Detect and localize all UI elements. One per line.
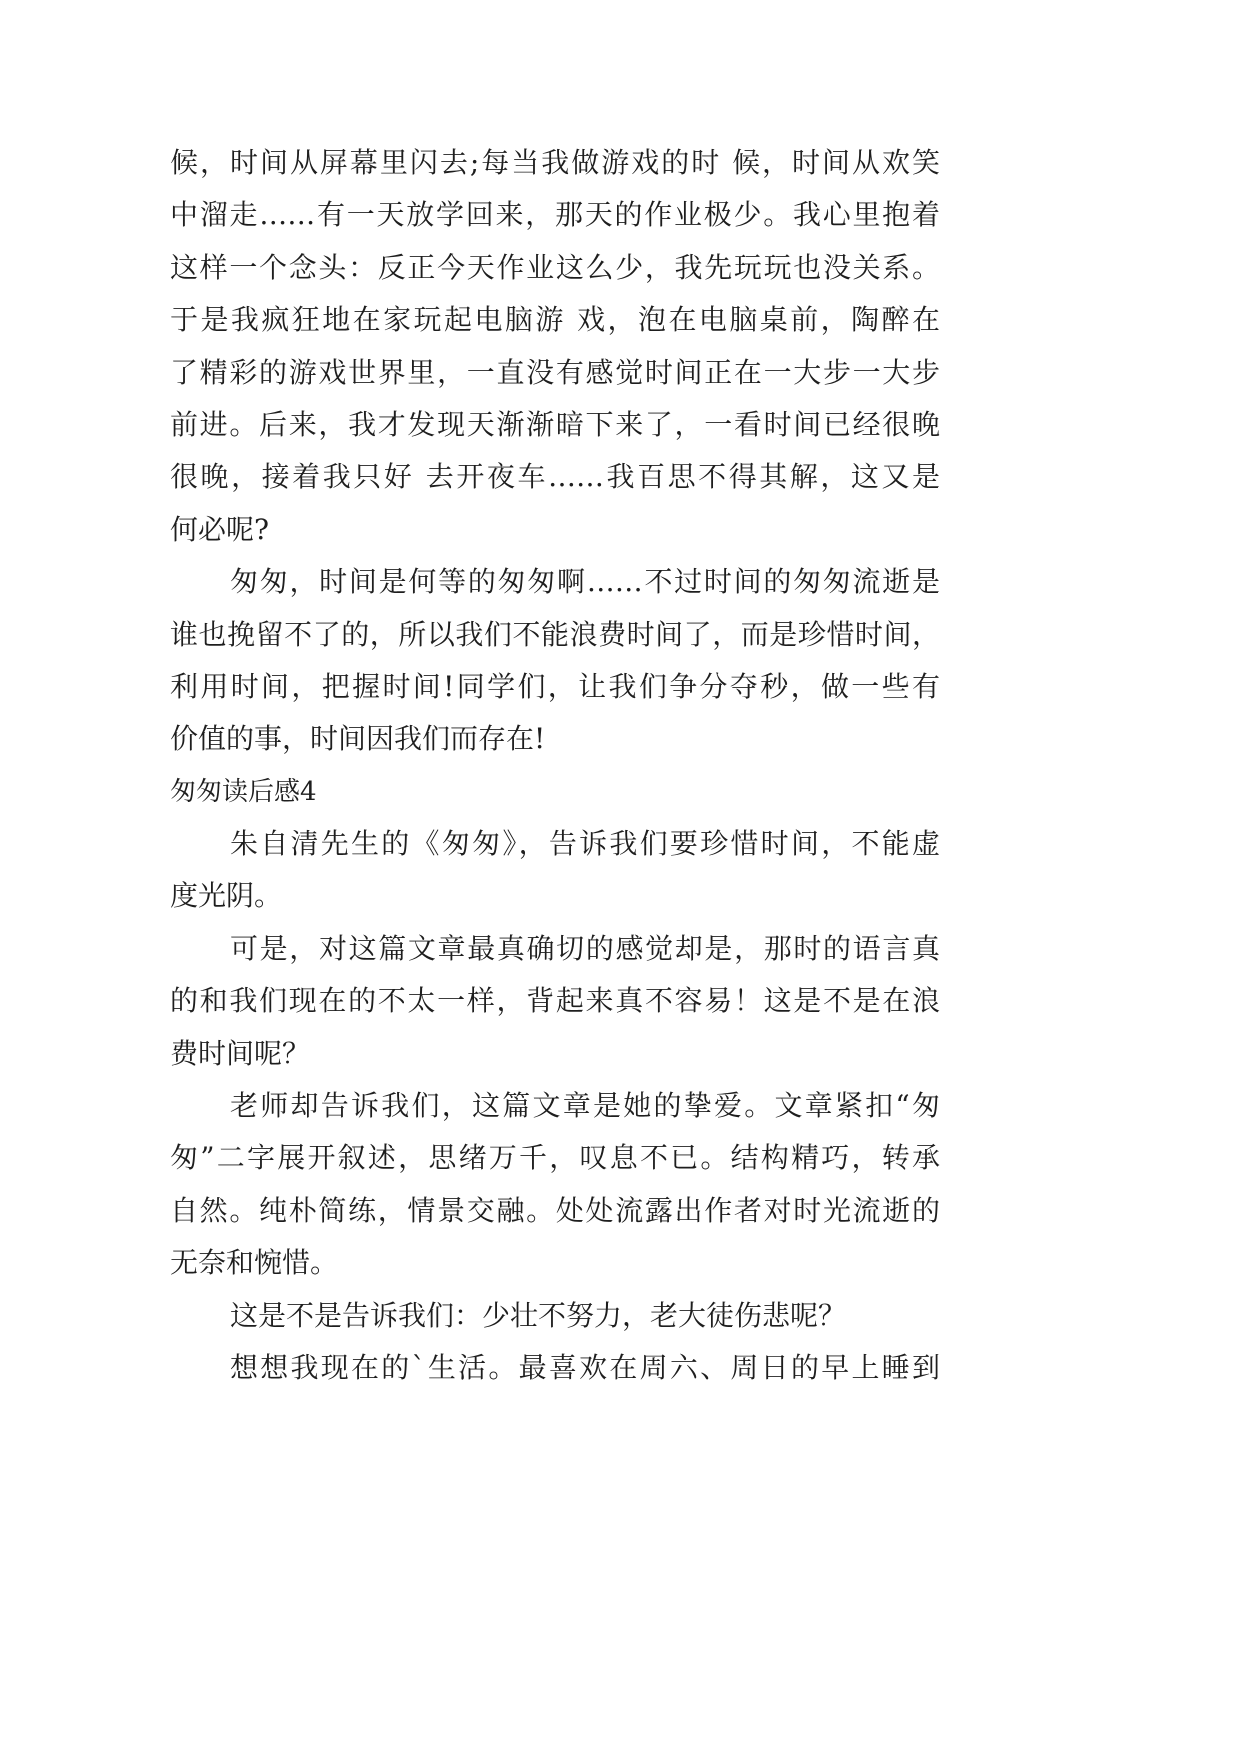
paragraph	[170, 1290, 940, 1342]
text-line: 价值的事，时间因我们而存在!	[170, 722, 546, 756]
text-line: 老师却告诉我们，这篇文章是她的挚爱。文章紧扣“匆	[230, 1089, 940, 1123]
section-heading: 匆匆读后感4	[170, 776, 317, 807]
text-line: 自然。纯朴简练，情景交融。处处流露出作者对时光流逝的	[170, 1193, 940, 1227]
text-line: 费时间呢？	[170, 1036, 311, 1070]
text-line: 朱自清先生的《匆匆》，告诉我们要珍惜时间，不能虚	[230, 827, 940, 861]
text-line: 很晚，接着我只好 去开夜车……我百思不得其解，这又是	[170, 460, 940, 494]
paragraph	[170, 556, 940, 766]
text-line: 于是我疯狂地在家玩起电脑游 戏，泡在电脑桌前，陶醉在	[170, 303, 940, 337]
paragraph	[170, 818, 940, 923]
text-line: 了精彩的游戏世界里，一直没有感觉时间正在一大步一大步	[170, 355, 940, 389]
text-line: 候，时间从屏幕里闪去;每当我做游戏的时 候，时间从欢笑	[170, 146, 940, 179]
text-line: 前进。后来，我才发现天渐渐暗下来了，一看时间已经很晚	[170, 407, 940, 441]
text-line: 的和我们现在的不太一样，背起来真不容易！这是不是在浪	[170, 984, 940, 1018]
paragraph	[170, 1342, 940, 1394]
text-line: 度光阴。	[170, 879, 283, 913]
paragraph	[170, 923, 940, 1080]
document-body	[170, 137, 940, 1394]
text-line: 无奈和惋惜。	[170, 1246, 339, 1280]
paragraph	[170, 137, 940, 556]
text-line: 这是不是告诉我们：少壮不努力，老大徒伤悲呢？	[230, 1298, 847, 1332]
text-line: 匆匆，时间是何等的匆匆啊……不过时间的匆匆流逝是	[230, 565, 940, 599]
text-line: 谁也挽留不了的，所以我们不能浪费时间了，而是珍惜时间，	[170, 617, 940, 651]
text-line: 利用时间，把握时间!同学们，让我们争分夺秒，做一些有	[170, 669, 940, 703]
text-line: 想想我现在的`生活。最喜欢在周六、周日的早上睡到	[230, 1350, 940, 1384]
text-line: 这样一个念头：反正今天作业这么少，我先玩玩也没关系。	[170, 250, 940, 284]
text-line: 何必呢?	[170, 512, 270, 546]
text-line: 匆”二字展开叙述，思绪万千，叹息不已。结构精巧，转承	[170, 1141, 940, 1175]
paragraph	[170, 1080, 940, 1290]
text-line: 中溜走……有一天放学回来，那天的作业极少。我心里抱着	[170, 198, 940, 232]
text-line: 可是，对这篇文章最真确切的感觉却是，那时的语言真	[230, 931, 940, 965]
